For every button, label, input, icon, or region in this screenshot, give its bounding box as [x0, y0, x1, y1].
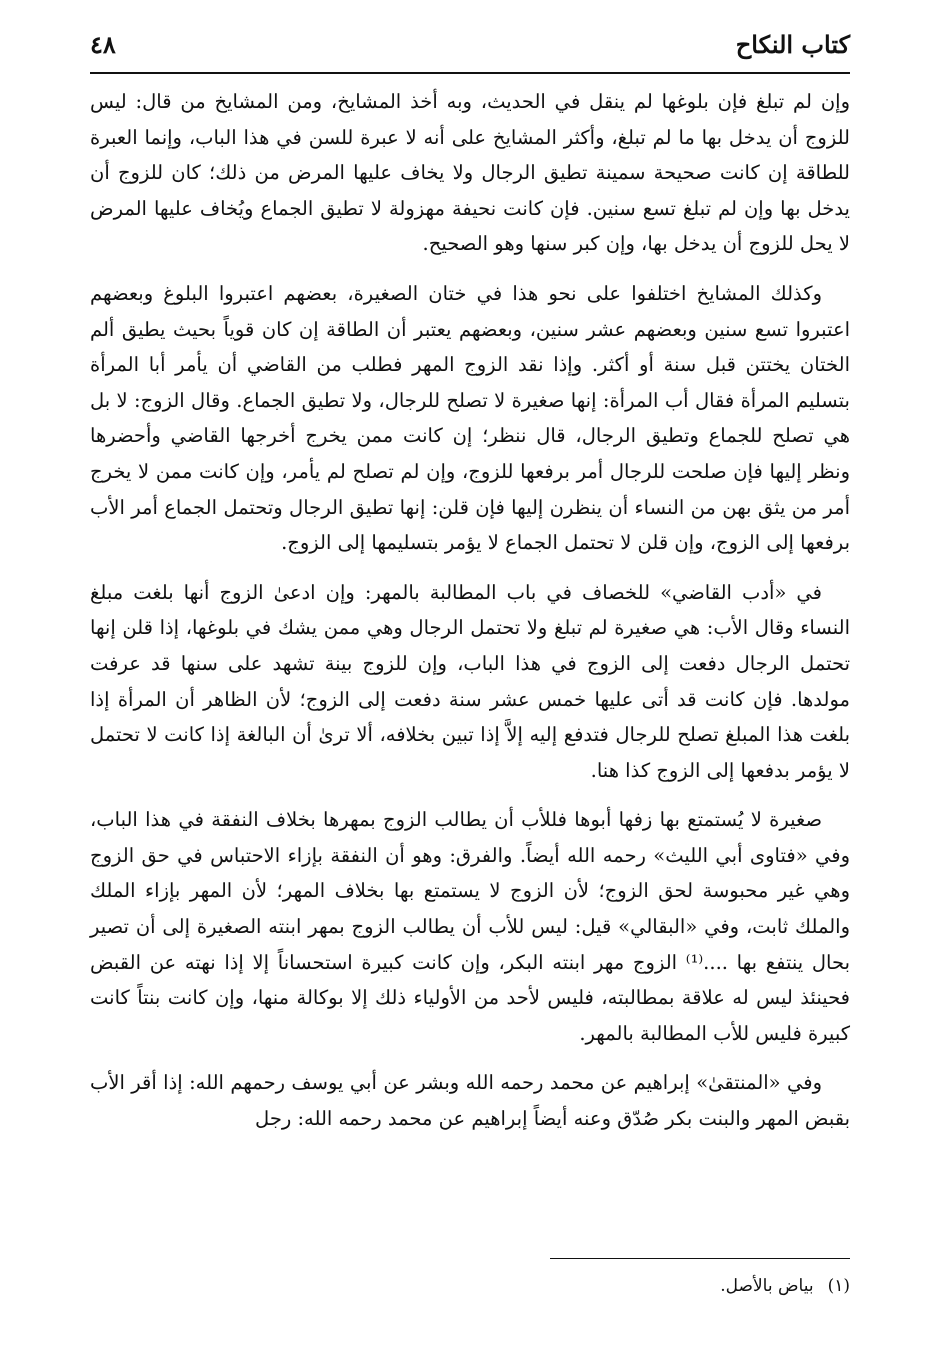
page-header: [90, 30, 850, 70]
paragraph: وإن لم تبلغ فإن بلوغها لم ينقل في الحديث، وبه أخذ المشايخ، ومن المشايخ من قال: ليس للزوج أن يدخل بها ما لم تبلغ، وأكثر المشايخ على أنه لا عبرة للسن في هذا الباب، وإنما العبرة للطاقة إن كانت صحيحة سمينة تطيق الرجال ولا يخاف عليها المرض من ذلك؛ كان للزوج أن يدخل بها وإن لم تبلغ تسع سنين. فإن كانت نحيفة مهزولة لا تطيق الجماع ويُخاف عليها المرض لا يحل للزوج أن يدخل بها، وإن كبر سنها وهو الصحيح.: [90, 90, 850, 256]
footnote-text: بياض بالأصل.: [720, 1276, 814, 1296]
book-page: [90, 0, 850, 1367]
footnote-number: (١): [827, 1276, 850, 1296]
paragraph: وفي «المنتقىٰ» إبراهيم عن محمد رحمه الله وبشر عن أبي يوسف رحمهم الله: إذا أقر الأب بقبض المهر والبنت بكر صُدّق وعنه أيضاً إبراهيم عن محمد رحمه الله: رجل: [90, 1071, 850, 1131]
footnote-divider: [550, 1258, 850, 1259]
header-divider: [90, 72, 850, 74]
paragraph: وكذلك المشايخ اختلفوا على نحو هذا في ختان الصغيرة، بعضهم اعتبروا البلوغ وبعضهم اعتبروا تسع سنين وبعضهم عشر سنين، وبعضهم يعتبر أن الطاقة إن كان قوياً بحيث يطيق ألم الختان يختتن قبل سنة أو أكثر. وإذا نقد الزوج المهر فطلب من القاضي أن يأمر أبا المرأة بتسليم المرأة فقال أب المرأة: إنها صغيرة لا تصلح للرجال، ولا تطيق الجماع. وقال الزوج: لا بل هي تصلح للجماع وتطيق الرجال، قال ننظر؛ إن كانت ممن يخرج أخرجها القاضي وأحضرها ونظر إليها فإن صلحت للرجال أمر برفعها للزوج، وإن لم تصلح لم يأمر، وإن كانت ممن لا يخرج أمر من يثق بهن من النساء أن ينظرن إليها فإن قلن: إنها تطيق الرجال وتحتمل الجماع أمر الأب برفعها إلى الزوج، وإن قلن لا تحتمل الجماع لا يؤمر بتسليمها إلى الزوج.: [90, 281, 850, 555]
paragraph: صغيرة لا يُستمتع بها زفها أبوها فللأب أن يطالب الزوج بمهرها بخلاف النفقة في هذا الباب، وفي «فتاوى أبي الليث» رحمه الله أيضاً. والفرق: وهو أن النفقة بإزاء الاحتباس في حق الزوج وهي غير محبوسة لحق الزوج؛ لأن الزوج لا يستمتع بها بخلاف المهر؛ لأن المهر بإزاء الملك والملك ثابت، وفي «البقالي» قيل: ليس للأب أن يطالب الزوج بمهر ابنته الصغيرة إلى أن تصير بحال ينتفع بها ....⁽¹⁾ الزوج مهر ابنته البكر، وإن كانت كبيرة استحساناً إلا إذا نهته عن القبض فحينئذ ليس له علاقة بمطالبته، فليس لأحد من الأولياء ذلك إلا بوكالة منها، وإن كانت بنتاً كانت كبيرة فليس للأب المطالبة بالمهر.: [90, 808, 850, 1045]
page-number: ٤٨: [90, 30, 116, 59]
footnote: [720, 1272, 850, 1300]
main-text: [90, 84, 850, 1151]
running-title: كتاب النكاح: [735, 30, 850, 59]
paragraph: في «أدب القاضي» للخصاف في باب المطالبة بالمهر: وإن ادعىٰ الزوج أنها بلغت مبلغ النساء وقال الأب: هي صغيرة لم تبلغ ولا تحتمل الرجال وهي ممن يشك في بلوغها، إذا قلن إنها تحتمل الرجال دفعت إلى الزوج في هذا الباب، وإن للزوج بينة تشهد على سنها قد عرفت مولدها. فإن كانت قد أتى عليها خمس عشر سنة دفعت إلى الزوج؛ لأن الظاهر أن المرأة إذا بلغت هذا المبلغ تصلح للرجال فتدفع إليه إلاَّ إذا تبين بخلافه، ألا ترىٰ أن البالغة إذا كانت لا تحتمل لا يؤمر بدفعها إلى الزوج كذا هنا.: [90, 580, 850, 782]
